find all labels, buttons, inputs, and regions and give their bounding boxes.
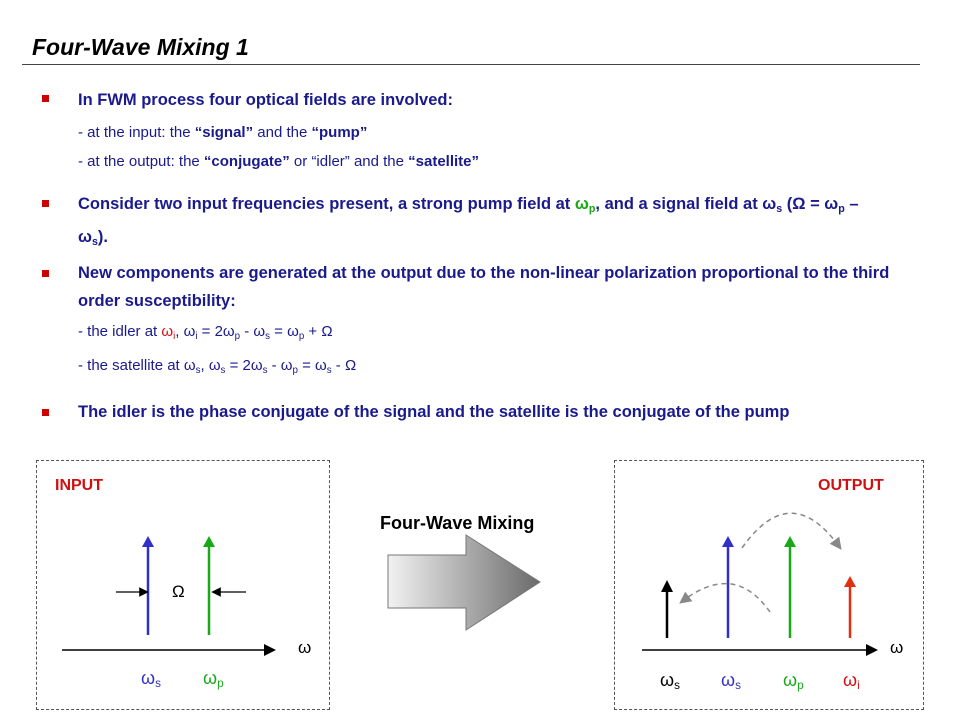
input-label: INPUT	[55, 477, 103, 494]
bullet-2-text: Consider two input frequencies present, a strong pump field at $\omega_p$, and a signal field at $\omega_s$ $(\Omega = \omega_p - \omega_s)$.	[78, 195, 859, 248]
slide-title: Four-Wave Mixing 1	[32, 34, 249, 60]
input-omega-s-label: $\omega_s$	[141, 668, 161, 690]
input-omega-p-label: $\omega_p$	[203, 668, 224, 690]
output-omega-s-satellite-label: $\omega_s$	[660, 670, 680, 692]
output-omega-axis-label: ω	[890, 638, 904, 657]
omega-gap-label: Ω	[172, 582, 185, 601]
output-pump-arrowhead	[784, 536, 796, 547]
output-idler-arrowhead	[844, 576, 856, 587]
bullet-3-text: New components are generated at the output due to the non-linear polarization proportional to the third order susceptibility:	[78, 264, 890, 310]
output-signal-arrowhead	[722, 536, 734, 547]
output-omega-i-label: $\omega_i$	[843, 670, 860, 692]
output-omega-p-label: $\omega_p$	[783, 670, 804, 692]
output-satellite-arrowhead	[661, 580, 673, 592]
input-omega-axis-label: ω	[298, 638, 312, 657]
output-label: OUTPUT	[818, 477, 884, 494]
bullet-1-text: In FWM process four optical fields are involved:	[78, 91, 453, 109]
bullet-3-sub-1: - the idler at $\omega_i$, $\omega_i = 2\omega_p - \omega_s = \omega_p + \Omega$	[78, 323, 333, 342]
input-pump-arrowhead	[203, 536, 215, 547]
four-wave-mixing-label: Four-Wave Mixing	[380, 513, 535, 533]
bullet-4-text: The idler is the phase conjugate of the signal and the satellite is the conjugate of the pump	[78, 403, 790, 421]
output-omega-s-label: $\omega_s$	[721, 670, 741, 692]
input-signal-arrowhead	[142, 536, 154, 547]
bullet-3-sub-2: - the satellite at $\omega_s$, $\omega_s = 2\omega_s - \omega_p = \omega_s - \Omega$	[78, 357, 357, 376]
bullet-1-sub-2: - at the output: the “conjugate” or “idler” and the “satellite”	[78, 153, 480, 170]
mixing-arrow	[388, 535, 540, 630]
bullet-1-sub-1: - at the input: the “signal” and the “pump”	[78, 124, 368, 141]
